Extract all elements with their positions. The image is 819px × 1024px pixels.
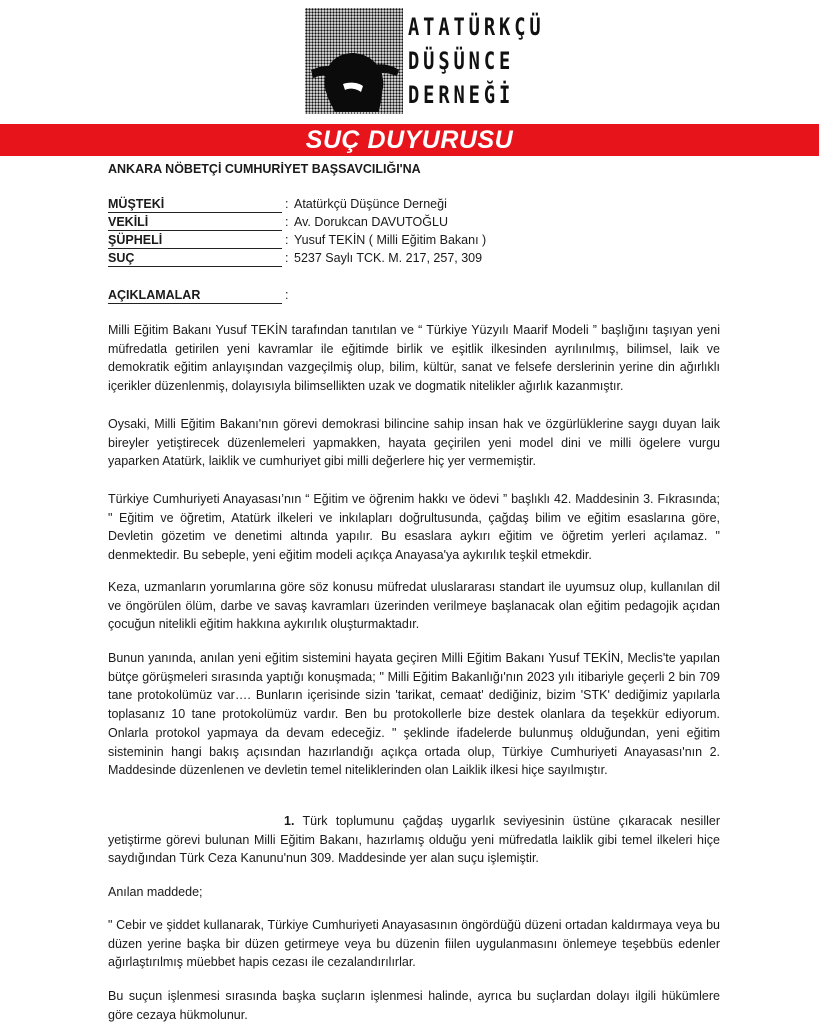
recipient-heading: ANKARA NÖBETÇİ CUMHURİYET BAŞSAVCILIĞI'NA	[108, 162, 421, 176]
numbered-paragraph	[108, 812, 720, 868]
logo-word-2: DÜŞÜNCE	[408, 47, 515, 75]
field-value: Yusuf TEKİN ( Milli Eğitim Bakanı )	[294, 233, 487, 247]
field-label: SUÇ	[108, 251, 282, 267]
logo-wordmark	[408, 10, 545, 112]
field-colon: :	[285, 197, 289, 211]
anilan-line: Anılan maddede;	[108, 885, 203, 899]
field-value: 5237 Saylı TCK. M. 217, 257, 309	[294, 251, 483, 265]
paragraph-5: Bunun yanında, anılan yeni eğitim sistemini hayata geçiren Milli Eğitim Bakanı Yusuf TEKİN, Meclis'te yapılan bütçe görüşmeleri sırasında yaptığı konuşmada; " Milli Eğitim Bakanlığı'nın 2023 yılı itibariyle geçerli 2 bin 709 tane protokolümüz var…. Bunların içerisinde sizin 'tarikat, cemaat' dediğiniz, bizim 'STK' dediğimiz yapılarla toplasanız 10 tane protokolümüz vardır. Ben bu protokollerle bize destek olanlara da teşekkür ediyorum. Onlarla protokol yapmaya da devam edeceğiz. " şeklinde ifadelerde bulunmuş olduğundan, yeni eğitim sisteminin hangi bakış açısından hazırlandığı açıkça ortada olup, Türkiye Cumhuriyeti Anayasası'nın 2. Maddesinde düzenlenen ve devletin temel niteliklerinden olan Laiklik ilkesi hiçe sayılmıştır.	[108, 651, 720, 778]
closing-paragraph: Bu suçun işlenmesi sırasında başka suçların işlenmesi halinde, ayrıca bu suçlardan dolayı ilgili hükümlere göre cezaya hükmolunur.	[108, 989, 720, 1022]
title-banner	[0, 124, 819, 156]
field-label: ŞÜPHELİ	[108, 233, 282, 249]
aciklamalar-label: AÇIKLAMALAR	[108, 288, 282, 304]
aciklamalar-heading	[108, 288, 292, 305]
association-logo	[305, 8, 545, 120]
paragraph-1: Milli Eğitim Bakanı Yusuf TEKİN tarafından tanıtılan ve “ Türkiye Yüzyılı Maarif Modeli ” başlığını taşıyan yeni müfredatla getirilen yeni kavramlar ile eğitimde birlik ve eşitlik ilkesinden ayrılınılmış, bilimsel, laik ve demokratik eğitim anlayışından vazgeçilmiş olup, bilim, kültür, sanat ve felsefe derslerinin yerine din ağırlıklı içerikler düzenlenmiş, dolayısıyla bilimsellikten uzak ve dogmatik nitelikler ağırlık kazanmıştır.	[108, 323, 720, 394]
logo-word-1: ATATÜRKÇÜ	[408, 13, 545, 41]
field-value: Atatürkçü Düşünce Derneği	[294, 197, 447, 211]
document-title: SUÇ DUYURUSU	[305, 125, 514, 154]
paragraph-number: 1.	[284, 814, 295, 828]
law-quote: " Cebir ve şiddet kullanarak, Türkiye Cumhuriyeti Anayasasının öngördüğü düzeni ortadan kaldırmaya veya bu düzen yerine başka bir düzen getirmeye veya bu düzenin fiilen uygulanmasını önlemeye teşebbüs edenler ağırlaştırılmış müebbet hapis cezası ile cezalandırılırlar.	[108, 918, 720, 970]
paragraph-2: Oysaki, Milli Eğitim Bakanı'nın görevi demokrasi bilincine sahip insan hak ve özgürlüklerine saygı duyan laik bireyler yetiştirecek düzenlemeleri yapmakken, hayata geçirilen yeni model dini ve milli ögelere vurgu yaparken Atatürk, laiklik ve cumhuriyet gibi milli değerlere hiç yer vermemiştir.	[108, 417, 720, 469]
paragraph-3: Türkiye Cumhuriyeti Anayasası’nın “ Eğitim ve öğrenim hakkı ve ödevi ” başlıklı 42. Maddesinin 3. Fıkrasında; " Eğitim ve öğretim, Atatürk ilkeleri ve inkılapları doğrultusunda, çağdaş bilim ve eğitim esaslarına göre, Devletin gözetim ve denetimi altında yapılır. Bu esaslara aykırı eğitim ve öğretim yerleri açılamaz. " denmektedir. Bu sebeple, yeni eğitim modeli açıkça Anayasa'ya aykırılık teşkil etmekdir.	[108, 492, 720, 563]
numbered-text: Türk toplumunu çağdaş uygarlık seviyesinin üstüne çıkaracak nesiller yetiştirme görevi bulunan Milli Eğitim Bakanı, hazırlamış olduğu yeni müfredatla laiklik gibi temel ilkeleri hiçe saydığından Türk Ceza Kanunu'nun 309. Maddesinde yer alan suçu işlemiştir.	[108, 814, 720, 866]
field-colon: :	[285, 215, 289, 229]
field-value: Av. Dorukcan DAVUTOĞLU	[294, 215, 448, 229]
field-colon: :	[285, 233, 289, 247]
aciklamalar-colon: :	[285, 288, 289, 302]
field-label: VEKİLİ	[108, 215, 282, 231]
logo-word-3: DERNEĞİ	[408, 81, 515, 109]
ataturk-silhouette-logo	[305, 8, 403, 114]
paragraph-4: Keza, uzmanların yorumlarına göre söz konusu müfredat uluslararası standart ile uyumsuz olup, kullanılan dil ve öngörülen ölüm, darbe ve savaş kavramları üzerinden verilmeye başlanacak olan eğitim pedagojik açıdan çocuğun nitelikli eğitim hakkına aykırılık oluşturmaktadır.	[108, 580, 720, 632]
field-colon: :	[285, 251, 289, 265]
field-label: MÜŞTEKİ	[108, 197, 282, 213]
